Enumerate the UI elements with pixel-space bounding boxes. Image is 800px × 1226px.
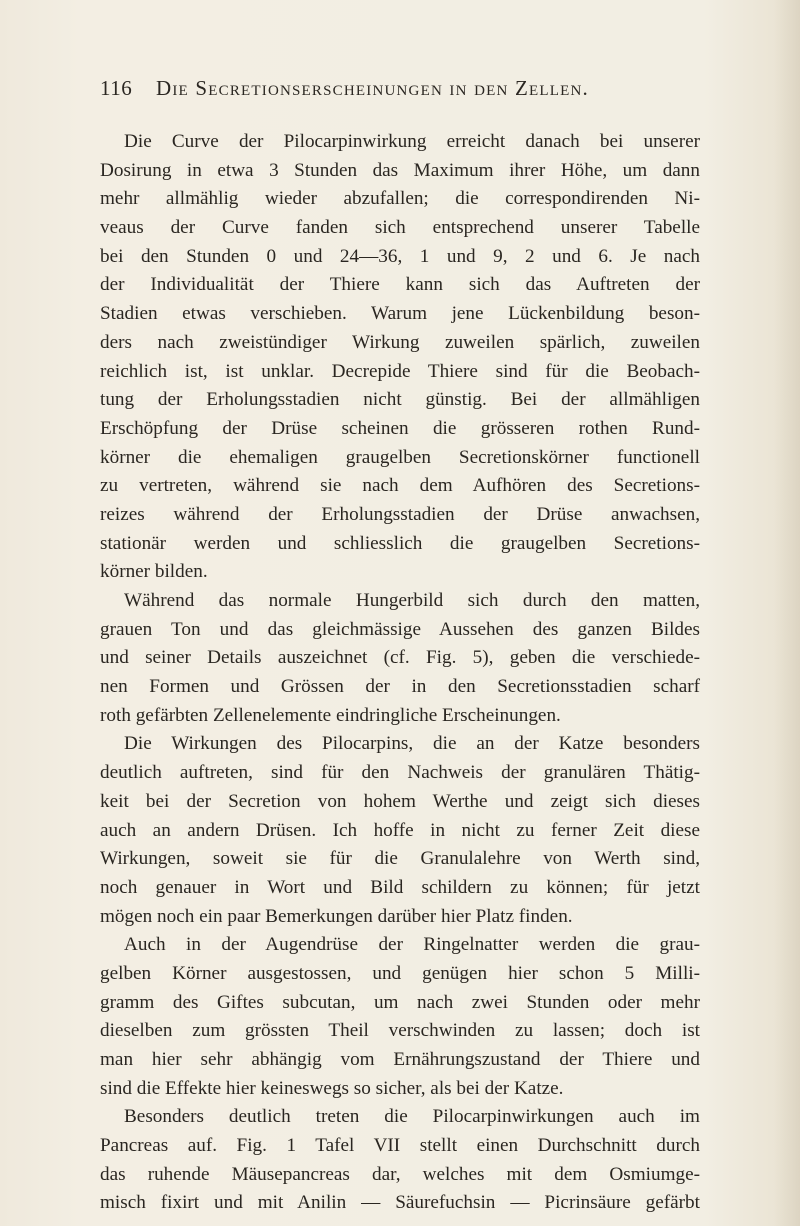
text-line: Erschöpfung der Drüse scheinen die grösseren rothen Rund-	[100, 417, 700, 439]
text-line: reichlich ist, ist unklar. Decrepide Thiere sind für die Beobach-	[100, 360, 700, 382]
text-line: misch fixirt und mit Anilin — Säurefuchsin — Picrinsäure gefärbt	[100, 1192, 700, 1214]
text-line: Wirkungen, soweit sie für die Granulalehre von Werth sind,	[100, 848, 700, 870]
text-line: keit bei der Secretion von hohem Werthe und zeigt sich dieses	[100, 790, 700, 812]
text-line: mögen noch ein paar Bemerkungen darüber hier Platz finden.	[100, 905, 573, 927]
text-line: grauen Ton und das gleichmässige Aussehen des ganzen Bildes	[100, 618, 700, 640]
running-header	[100, 76, 740, 106]
text-line: körner die ehemaligen graugelben Secretionskörner functionell	[100, 446, 700, 468]
running-title: Die Secretionserscheinungen in den Zellen.	[156, 76, 589, 100]
text-line: reizes während der Erholungsstadien der Drüse anwachsen,	[100, 503, 700, 525]
text-line: zu vertreten, während sie nach dem Aufhören des Secretions-	[100, 475, 700, 497]
text-line: Besonders deutlich treten die Pilocarpinwirkungen auch im	[124, 1106, 700, 1128]
text-line: Die Wirkungen des Pilocarpins, die an der Katze besonders	[124, 733, 700, 755]
text-line: bei den Stunden 0 und 24—36, 1 und 9, 2 und 6. Je nach	[100, 245, 700, 267]
text-line: auch an andern Drüsen. Ich hoffe in nicht zu ferner Zeit diese	[100, 819, 700, 841]
text-line: Stadien etwas verschieben. Warum jene Lückenbildung beson-	[100, 303, 700, 325]
text-line: veaus der Curve fanden sich entsprechend unserer Tabelle	[100, 217, 700, 239]
text-line: gelben Körner ausgestossen, und genügen hier schon 5 Milli-	[100, 962, 700, 984]
page-number: 116	[100, 76, 133, 100]
text-line: Dosirung in etwa 3 Stunden das Maximum ihrer Höhe, um dann	[100, 159, 700, 181]
body-text	[100, 128, 700, 1218]
text-line: das ruhende Mäusepancreas dar, welches mit dem Osmiumge-	[100, 1163, 700, 1185]
text-line: roth gefärbten Zellenelemente eindringliche Erscheinungen.	[100, 704, 561, 726]
text-line: dieselben zum grössten Theil verschwinden zu lassen; doch ist	[100, 1020, 700, 1042]
text-line: der Individualität der Thiere kann sich das Auftreten der	[100, 274, 700, 296]
text-line: nen Formen und Grössen der in den Secretionsstadien scharf	[100, 676, 700, 698]
text-line: körner bilden.	[100, 561, 208, 583]
text-line: noch genauer in Wort und Bild schildern zu können; für jetzt	[100, 876, 700, 898]
text-line: tung der Erholungsstadien nicht günstig. Bei der allmähligen	[100, 389, 700, 411]
text-line: und seiner Details auszeichnet (cf. Fig. 5), geben die verschiede-	[100, 647, 700, 669]
text-line: sind die Effekte hier keineswegs so sicher, als bei der Katze.	[100, 1077, 564, 1099]
text-line: man hier sehr abhängig vom Ernährungszustand der Thiere und	[100, 1049, 700, 1070]
text-line: Auch in der Augendrüse der Ringelnatter werden die grau-	[124, 934, 700, 956]
text-line: mehr allmählig wieder abzufallen; die correspondirenden Ni-	[100, 188, 700, 210]
text-line: Während das normale Hungerbild sich durch den matten,	[124, 590, 700, 611]
text-line: Pancreas auf. Fig. 1 Tafel VII stellt einen Durchschnitt durch	[100, 1135, 700, 1157]
text-line: ders nach zweistündiger Wirkung zuweilen spärlich, zuweilen	[100, 331, 700, 353]
page-edge-shadow	[774, 0, 800, 1226]
text-line: deutlich auftreten, sind für den Nachweis der granulären Thätig-	[100, 762, 700, 784]
text-line: stationär werden und schliesslich die graugelben Secretions-	[100, 532, 700, 554]
text-line: gramm des Giftes subcutan, um nach zwei Stunden oder mehr	[100, 991, 700, 1013]
text-line: Die Curve der Pilocarpinwirkung erreicht danach bei unserer	[124, 131, 700, 152]
